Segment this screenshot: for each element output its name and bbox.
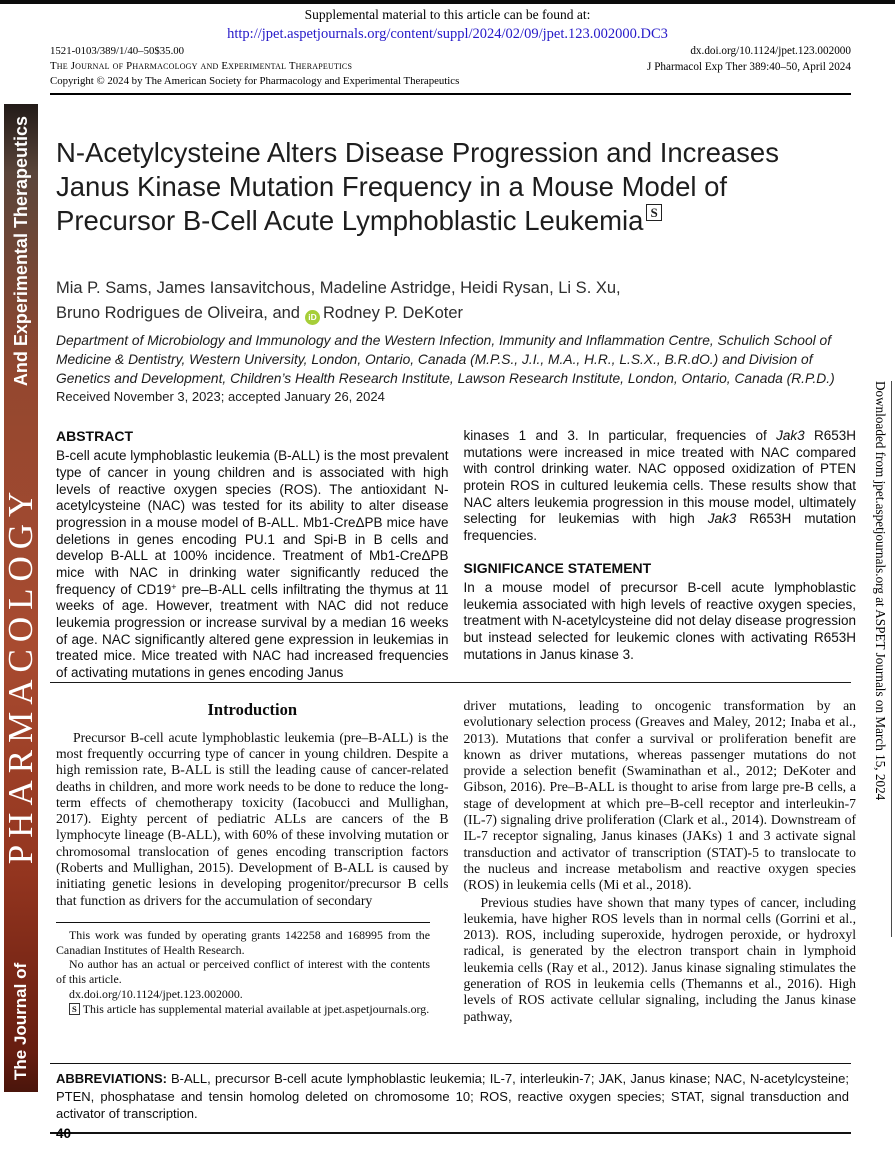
introduction-heading: Introduction — [207, 700, 298, 719]
footnote-supplemental-text: This article has supplemental material available at jpet.aspetjournals.org. — [82, 1001, 430, 1016]
page-number: 40 — [56, 1126, 72, 1141]
abstract-text-c: kinases 1 and 3. In particular, frequencies of — [463, 428, 777, 443]
abbreviations-text: B-ALL, precursor B-cell acute lymphoblastic leukemia; IL-7, interleukin-7; JAK, Janus kinase; NAC, N-acetylcysteine; PTEN, phosphatase and tensin homolog deleted on chromosome 10; ROS, reactive oxygen species; STAT, signal transduction and activator of transcription. — [56, 1071, 849, 1122]
significance-text: In a mouse model of precursor B-cell acute lymphoblastic leukemia associated with high levels of reactive oxygen species, treatment with N-acetylcysteine did not delay disease progression but instead selected for leukemic clones with activating R653H mutations in Janus kinase 3. — [463, 579, 856, 662]
doi-line: dx.doi.org/10.1124/jpet.123.002000 — [690, 45, 851, 57]
abstract-heading: ABSTRACT — [56, 428, 133, 444]
intro-left-column — [56, 698, 449, 1025]
authors-line-1: Mia P. Sams, James Iansavitchous, Madeline Astridge, Heidi Rysan, Li S. Xu, — [56, 279, 621, 297]
abstract-col-2-text — [464, 428, 857, 545]
intro-paragraph-1: Precursor B-cell acute lymphoblastic leukemia (pre–B-ALL) is the most frequently occurring type of cancer in young children. Despite a high remission rate, B-ALL is still the leading cause of cancer-related deaths in children, and more work needs to be done to reduce the long-term effects of chemotherapy toxicity (Iacobucci and Mullighan, 2017). Eighty percent of pediatric ALLs are cancers of the B lymphocyte lineage (B-ALL), with 60% of these involving mutation or chromosomal translocation of genes encoding transcription factors (Roberts and Mullighan, 2015). Development of B-ALL is caused by initiating genetic lesions in developing progenitor/precursor B cells that function as drivers for the accumulation of secondary — [56, 729, 449, 908]
spine-journal-title: PHARMACOLOGY — [1, 484, 40, 865]
supplemental-note: Supplemental material to this article can be found at: — [304, 7, 591, 22]
masthead-right — [647, 44, 851, 89]
introduction-section — [56, 698, 856, 1025]
journal-spine — [1, 104, 40, 1092]
significance-heading: SIGNIFICANCE STATEMENT — [463, 559, 652, 576]
masthead-rule — [50, 93, 851, 95]
orcid-icon[interactable]: iD — [305, 310, 320, 325]
abstract-col-1 — [56, 428, 449, 682]
masthead — [50, 44, 851, 89]
abstract-col-2 — [464, 428, 857, 682]
abstract-text-d: R653H mutations were increased in mice treated with NAC compared with control drinking water. NAC opposed oxidization of PTEN protein ROS in cultured leukemia cells. These results show that NAC alters leukemia progression in this mouse model, ultimately selecting for leukemias with high — [463, 428, 856, 527]
supplemental-material-badge: S — [646, 204, 661, 221]
masthead-left — [50, 44, 459, 89]
title-line-1: N-Acetylcysteine Alters Disease Progression and Increases — [56, 137, 779, 168]
supplemental-header — [0, 7, 895, 43]
supplemental-link[interactable]: http://jpet.aspetjournals.org/content/suppl/2024/02/09/jpet.123.002000.DC3 — [227, 26, 668, 42]
journal-name-line: The Journal of Pharmacology and Experimental Therapeutics — [50, 59, 353, 72]
abbreviations-label: ABBREVIATIONS: — [56, 1071, 167, 1086]
authors-line-2-prefix: Bruno Rodrigues de Oliveira, and — [56, 303, 300, 322]
abstract-text-e: R653H mutation frequencies. — [463, 511, 856, 544]
footnote-supplemental — [56, 1002, 430, 1017]
spine-journal-subtitle: And Experimental Therapeutics — [11, 116, 31, 387]
footnote-funding: This work was funded by operating grants 142258 and 168995 from the Canadian Institutes of Health Research. — [56, 927, 430, 957]
issn-line: 1521-0103/389/1/40–50$35.00 — [50, 45, 185, 57]
title-line-3-text: Precursor B-Cell Acute Lymphoblastic Leukemia — [56, 204, 644, 236]
abstract-text-a: B-cell acute lymphoblastic leukemia (B-ALL) is the most prevalent type of cancer in young children and is associated with high levels of reactive oxygen species (ROS). The antioxidant N-acetylcysteine (NAC) was tested for its ability to alter disease progression in a mouse model of B-ALL. Mb1-CreΔPB mice have deletions in genes encoding PU.1 and Spi-B in B cells and develop B-ALL at 100% incidence. Treatment of Mb1-CreΔPB mice with NAC in drinking water significantly reduced the frequency of CD19 — [56, 448, 449, 597]
footnote-s-badge: S — [69, 1003, 80, 1016]
abbreviations-block — [50, 1063, 851, 1134]
gene-name-jak3: Jak3 — [776, 428, 805, 443]
footnote-conflict: No author has an actual or perceived conflict of interest with the contents of this article. — [56, 957, 430, 987]
gene-name-jak3-2: Jak3 — [707, 511, 737, 527]
copyright-line: Copyright © 2024 by The American Society for Pharmacology and Experimental Therapeutics — [50, 74, 460, 87]
citation-line: J Pharmacol Exp Ther 389:40–50, April 2024 — [647, 60, 851, 73]
title-line-3 — [56, 204, 861, 238]
journal-spine-text — [1, 104, 40, 1092]
author-name-dekoter: Rodney P. DeKoter — [322, 303, 464, 322]
affiliation-text: Department of Microbiology and Immunology and the Western Infection, Immunity and Inflammation Centre, Schulich School of Medicine & Dentistry, Western University, London, Ontario, Canada (M.P.S., J.I., M.A., H.R., L.S.X., B.R.dO.) and Division of Genetics and Development, Children’s Health Research Institute, Lawson Research Institute, London, Ontario, Canada (R.P.D.) — [56, 333, 835, 387]
spine-journal-prefix: The Journal of — [11, 962, 30, 1080]
cd19-superscript: + — [171, 581, 177, 592]
section-divider — [50, 682, 851, 683]
footnote-block — [56, 922, 430, 1017]
author-list — [56, 276, 621, 326]
abstract-text-b: pre–B-ALL cells infiltrating the thymus at 11 weeks of age. However, treatment with NAC did not reduce leukemia progression or increase survival by a median 16 weeks of age. NAC significantly altered gene expression in leukemias in treated mice. Mice treated with NAC had increased frequencies of activating mutations in genes encoding Janus — [56, 581, 449, 681]
download-watermark: Downloaded from jpet.aspetjournals.org at ASPET Journals on March 15, 2024 — [873, 381, 888, 801]
article-title — [56, 136, 861, 237]
intro-paragraph-3: Previous studies have shown that many types of cancer, including leukemia, have higher ROS levels than in normal cells (Gorrini et al., 2013). ROS, including superoxide, hydrogen peroxide, or hydroxyl radical, is generated by the electron transport chain in lymphoid leukemia cells (Ray et al., 2012). Janus kinase signaling stimulates the generation of ROS in leukemia cells (Themanns et al., 2016). High levels of ROS activate cellular signaling, including the Janus kinase pathway, — [463, 894, 856, 1024]
received-dates: Received November 3, 2023; accepted January 26, 2024 — [56, 389, 385, 404]
intro-paragraph-2: driver mutations, leading to oncogenic transformation by an evolutionary selection process (Greaves and Maley, 2012; Inaba et al., 2013). Mutations that confer a survival or proliferation benefit are known as driver mutations, whereas passenger mutations do not provide a selection benefit (Swaminathan et al., 2012; DeKoter and Gibson, 2016). Pre–B-ALL is thought to arise from large pre-B cells, a stage of development at which pre–B-cell receptor and interleukin-7 (IL-7) signaling drive proliferation (Clark et al., 2014). Downstream of IL-7 receptor signaling, Janus kinases (JAKs) 1 and 3 activate signal transduction and activator of transcription (STAT)-5 to translocate to the nucleus and increase metabolism and reactive oxygen species (ROS) in leukemia cells (Mi et al., 2018). — [463, 698, 856, 893]
footnote-doi: dx.doi.org/10.1124/jpet.123.002000. — [69, 986, 243, 1001]
abstract-col-1-text — [56, 448, 449, 681]
scan-edge-right — [891, 381, 892, 937]
title-line-2: Janus Kinase Mutation Frequency in a Mouse Model of — [56, 170, 728, 202]
abstract-section — [56, 428, 856, 682]
scan-edge-top — [0, 0, 895, 4]
authors-line-2 — [56, 301, 621, 326]
intro-right-column — [464, 698, 857, 1025]
